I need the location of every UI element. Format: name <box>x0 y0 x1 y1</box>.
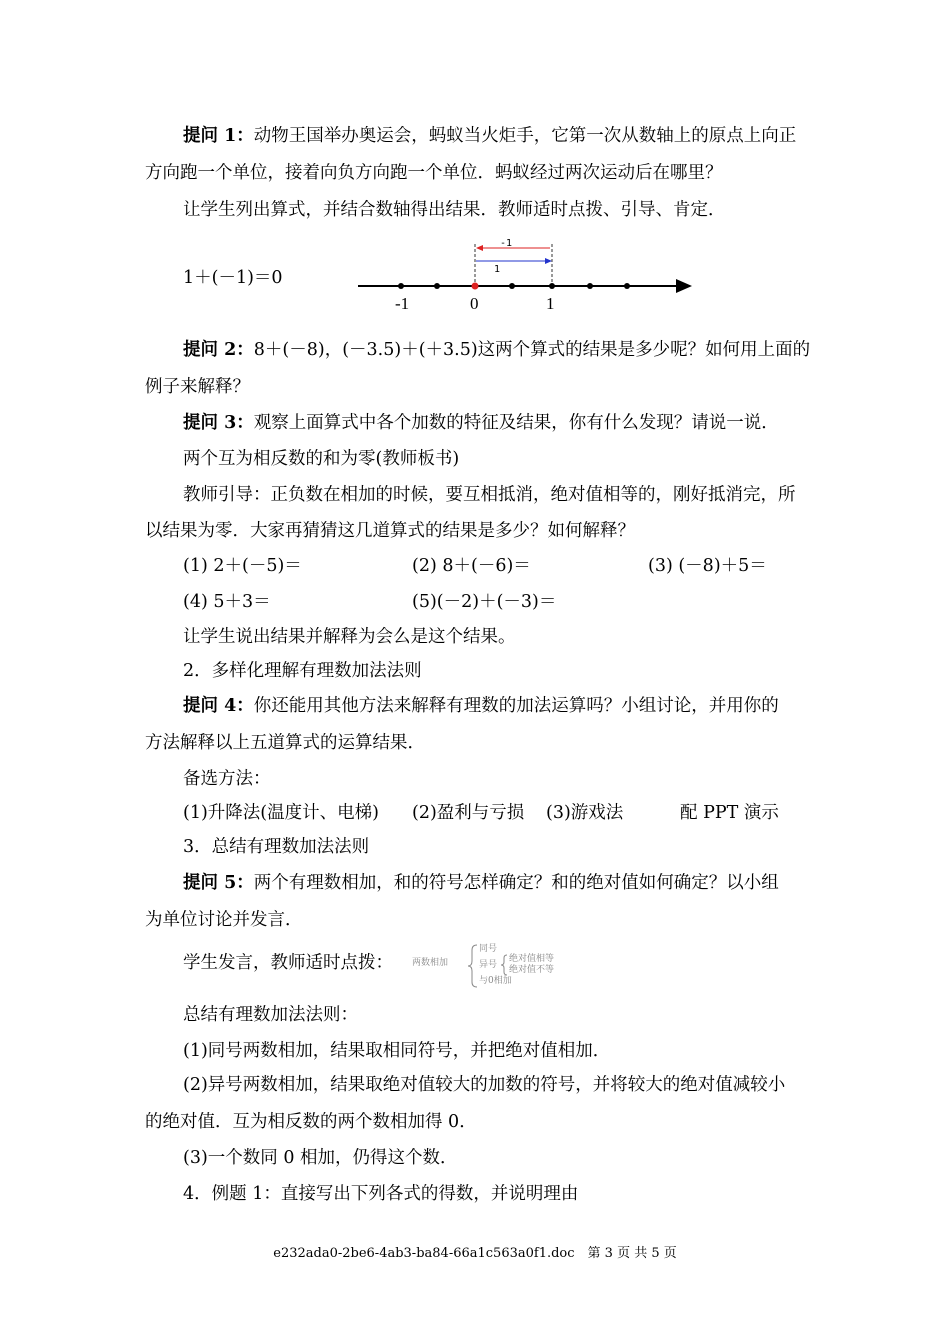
section-4-heading: 4．例题 1：直接写出下列各式的得数，并说明理由 <box>183 1184 579 1204</box>
negative-arrow-label: -1 <box>500 238 513 249</box>
q5-line1: 提问 5：两个有理数相加，和的符号怎样确定？和的绝对值如何确定？以小组 <box>183 873 779 893</box>
tick-dot <box>587 283 593 289</box>
q1-label: 提问 1： <box>183 126 254 146</box>
exercise-3: (3) (－8)＋5＝ <box>648 556 767 576</box>
q1-line2: 方向跑一个单位，接着向负方向跑一个单位．蚂蚁经过两次运动后在哪里？ <box>145 163 723 183</box>
tick-label-0: 0 <box>470 294 479 313</box>
tick-dot <box>549 283 555 289</box>
q3-label: 提问 3： <box>183 413 254 433</box>
q5-line2: 为单位讨论并发言． <box>145 910 303 930</box>
rule-2-line2: 的绝对值．互为相反数的两个数相加得 0． <box>145 1112 477 1132</box>
q4-line1: 提问 4：你还能用其他方法来解释有理数的加法运算吗？小组讨论，并用你的 <box>183 696 779 716</box>
exercise-5: (5)(－2)＋(－3)＝ <box>412 592 557 612</box>
section-2-heading: 2．多样化理解有理数加法法则 <box>183 661 422 681</box>
positive-arrowhead <box>545 258 552 264</box>
brace-sub-unequal: 绝对值不等 <box>509 965 555 975</box>
brace-root: 两数相加 <box>412 958 449 968</box>
alt-methods-title: 备选方法： <box>183 769 271 789</box>
rule-2-line1: (2)异号两数相加，结果取绝对值较大的加数的符号，并将较大的绝对值减较小 <box>183 1075 786 1095</box>
tick-dot <box>434 283 440 289</box>
tick-dot <box>624 283 630 289</box>
tick-dot <box>509 283 515 289</box>
alt-method-2: (2)盈利与亏损 <box>412 803 525 823</box>
exercise-1: (1) 2＋(－5)＝ <box>183 556 302 576</box>
page-footer: e232ada0-2be6-4ab3-ba84-66a1c563a0f1.doc 第 3 页 共 5 页 <box>273 1246 677 1261</box>
instruction-2: 让学生说出结果并解释为会么是这个结果。 <box>183 627 516 647</box>
tick-label-1: 1 <box>546 294 555 313</box>
brace-branch-same: 同号 <box>479 944 498 954</box>
negative-arrowhead <box>476 245 483 251</box>
brace-branch-zero: 与0相加 <box>479 976 512 986</box>
q5-label: 提问 5： <box>183 873 254 893</box>
number-line-diagram <box>350 232 700 317</box>
brace-sub-equal: 绝对值相等 <box>509 954 555 964</box>
q2-label: 提问 2： <box>183 340 254 360</box>
q2-line2: 例子来解释？ <box>145 377 250 397</box>
guide-line1: 教师引导：正负数在相加的时候，要互相抵消，绝对值相等的，刚好抵消完，所 <box>183 485 796 505</box>
origin-dot <box>472 283 479 290</box>
section-3-heading: 3．总结有理数加法法则 <box>183 837 370 857</box>
exercise-4: (4) 5＋3＝ <box>183 592 271 612</box>
q3-line1: 提问 3：观察上面算式中各个加数的特征及结果，你有什么发现？请说一说． <box>183 413 779 433</box>
tick-label-neg1: -1 <box>395 294 410 313</box>
rules-title: 总结有理数加法法则： <box>183 1005 358 1025</box>
q2-line1: 提问 2：8＋(－8)，(－3.5)＋(＋3.5)这两个算式的结果是多少呢？如何用上面的 <box>183 340 811 360</box>
q1-line1: 提问 1：动物王国举办奥运会，蚂蚁当火炬手，它第一次从数轴上的原点上向正 <box>183 126 797 146</box>
alt-method-note: 配 PPT 演示 <box>680 803 779 823</box>
student-speak: 学生发言，教师适时点拨： <box>183 953 393 973</box>
guide-line2: 以结果为零．大家再猜猜这几道算式的结果是多少？如何解释？ <box>145 521 635 541</box>
equation-1: 1＋(－1)＝0 <box>183 268 283 288</box>
exercise-2: (2) 8＋(－6)＝ <box>412 556 531 576</box>
q4-label: 提问 4： <box>183 696 254 716</box>
rule-1: (1)同号两数相加，结果取相同符号，并把绝对值相加． <box>183 1041 611 1061</box>
tick-dot <box>398 283 404 289</box>
brace-sub <box>500 954 508 976</box>
brace-branch-diff: 异号 <box>479 960 498 970</box>
axis-arrowhead <box>676 279 692 293</box>
instruction-1: 让学生列出算式，并结合数轴得出结果．教师适时点拨、引导、肯定． <box>183 200 726 220</box>
brace-main <box>467 944 479 988</box>
board-note: 两个互为相反数的和为零(教师板书) <box>183 449 460 469</box>
rule-3: (3)一个数同 0 相加，仍得这个数． <box>183 1148 458 1168</box>
q4-line2: 方法解释以上五道算式的运算结果． <box>145 733 425 753</box>
positive-arrow-label: 1 <box>494 264 501 275</box>
alt-method-1: (1)升降法(温度计、电梯) <box>183 803 379 823</box>
alt-method-3: (3)游戏法 <box>546 803 624 823</box>
